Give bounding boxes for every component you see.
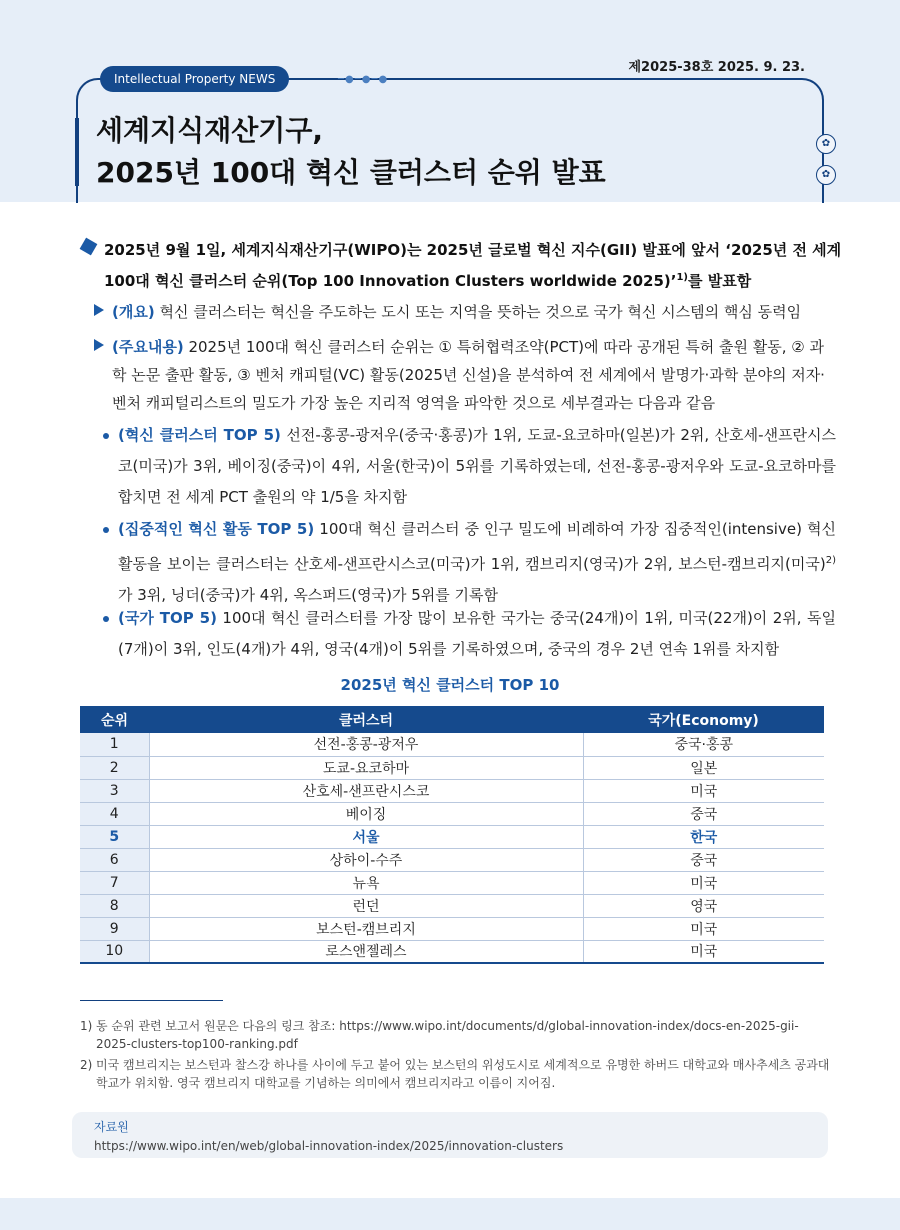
footnote-ref: 1) <box>676 272 688 283</box>
country-cell: 일본 <box>583 756 824 779</box>
country-cell: 중국 <box>583 802 824 825</box>
cluster-cell: 상하이-수주 <box>149 848 583 871</box>
triangle-bullet-icon <box>94 339 104 351</box>
rank-cell: 3 <box>80 779 149 802</box>
source-label: 자료원 <box>94 1120 129 1134</box>
bullet-top5-clusters <box>100 420 836 513</box>
triangle-bullet-icon <box>94 304 104 316</box>
table-row <box>80 733 824 756</box>
footnote-divider <box>80 1000 223 1001</box>
bullet-label: (집중적인 혁신 활동 TOP 5) <box>118 520 315 538</box>
rank-cell: 4 <box>80 802 149 825</box>
table-row <box>80 779 824 802</box>
footnote-number: 2) <box>80 1058 93 1072</box>
table-row <box>80 940 824 963</box>
footnote-1 <box>80 1017 830 1053</box>
cluster-cell: 뉴욕 <box>149 871 583 894</box>
newsletter-badge: Intellectual Property NEWS <box>100 66 289 92</box>
dot-bullet-icon <box>103 616 109 622</box>
decorative-dots: ─●─●─● <box>338 74 389 85</box>
rank-cell: 7 <box>80 871 149 894</box>
bullet-text: 가 3위, 닝더(중국)가 4위, 옥스퍼드(영국)가 5위를 기록함 <box>118 586 498 604</box>
column-header: 순위 <box>80 706 149 733</box>
title-line-1: 세계지식재산기구, <box>96 114 324 147</box>
decorative-ring-icon: ✿ <box>816 134 836 154</box>
table-row <box>80 917 824 940</box>
table-row <box>80 871 824 894</box>
overview-text: 혁신 클러스터는 혁신을 주도하는 도시 또는 지역을 뜻하는 것으로 국가 혁신 시스템의 핵심 동력임 <box>154 303 802 321</box>
bullet-label: (혁신 클러스터 TOP 5) <box>118 426 281 444</box>
bullet-text: 선전-홍콩-광저우(중국·홍콩)가 1위, 도쿄-요코하마(일본)가 2위, 산호세-샌프란시스코(미국)가 3위, 베이징(중국)이 4위, 서울(한국)이 5위를 기록하였는데, 선전-홍콩-광저우와 도쿄-요코하마를 합치면 전 세계 PCT 출원의 약 1/5을 차지함 <box>118 426 837 506</box>
table-row <box>80 756 824 779</box>
bullet-text: 100대 혁신 클러스터 중 인구 밀도에 비례하여 가장 집중적인(intensive) 혁신 활동을 보이는 클러스터는 산호세-샌프란시스코(미국)가 1위, 캠브리지(영국)가 2위, 보스턴-캠브리지(미국) <box>118 520 836 573</box>
footnote-ref: 2) <box>825 555 836 566</box>
footnote-text: 미국 캠브리지는 보스턴과 찰스강 하나를 사이에 두고 붙어 있는 보스턴의 위성도시로 세계적으로 유명한 하버드 대학교와 매사추세츠 공과대학교가 위치함. 영국 캠브리지 대학교를 기념하는 의미에서 캠브리지라고 이름이 지어짐. <box>96 1058 830 1090</box>
dot-bullet-icon <box>103 433 109 439</box>
cluster-cell: 베이징 <box>149 802 583 825</box>
footnote-number: 1) <box>80 1019 93 1033</box>
cluster-cell: 로스앤젤레스 <box>149 940 583 963</box>
lead-text: 2025년 9월 1일, 세계지식재산기구(WIPO)는 2025년 글로벌 혁신 지수(GII) 발표에 앞서 ‘2025년 전 세계 100대 혁신 클러스터 순위(Top 100 Innovation Clusters worldwide 2025)’ <box>104 241 842 290</box>
source-url[interactable]: https://www.wipo.int/en/web/global-innovation-index/2025/innovation-clusters <box>94 1139 564 1153</box>
footnote-text: 동 순위 관련 보고서 원문은 다음의 링크 참조: https://www.wipo.int/documents/d/global-innovation-index/docs-en-2025-gii-2025-clusters-top100-ranking.pdf <box>96 1019 799 1051</box>
table-row <box>80 802 824 825</box>
table-row <box>80 894 824 917</box>
rank-cell: 5 <box>80 825 149 848</box>
cluster-cell: 런던 <box>149 894 583 917</box>
main-content-text: 2025년 100대 혁신 클러스터 순위는 ① 특허협력조약(PCT)에 따라 공개된 특허 출원 활동, ② 과학 논문 출판 활동, ③ 벤처 캐피털(VC) 활동(2025년 신설)을 분석하여 전 세계에서 발명가·과학 분야의 저자·벤처 캐피털리스트의 밀도가 가장 높은 지리적 영역을 파악한 것으로 세부결과는 다음과 같음 <box>112 338 825 412</box>
cluster-cell: 선전-홍콩-광저우 <box>149 733 583 756</box>
country-cell: 중국 <box>583 848 824 871</box>
column-header: 클러스터 <box>149 706 583 733</box>
source-box <box>72 1112 828 1158</box>
issue-number: 제2025-38호 2025. 9. 23. <box>628 60 805 75</box>
cluster-cell: 보스턴-캠브리지 <box>149 917 583 940</box>
country-cell: 중국·홍콩 <box>583 733 824 756</box>
bullet-country-top5 <box>100 603 836 665</box>
lead-tail: 를 발표함 <box>688 272 752 290</box>
rank-cell: 8 <box>80 894 149 917</box>
table-row-highlighted <box>80 825 824 848</box>
footnote-2 <box>80 1056 830 1092</box>
country-cell: 한국 <box>583 825 824 848</box>
table-row <box>80 848 824 871</box>
footer-background <box>0 1198 900 1230</box>
overview-label: (개요) <box>112 303 155 321</box>
country-cell: 미국 <box>583 940 824 963</box>
cluster-cell: 산호세-샌프란시스코 <box>149 779 583 802</box>
bullet-text: 100대 혁신 클러스터를 가장 많이 보유한 국가는 중국(24개)이 1위, 미국(22개)이 2위, 독일(7개)이 3위, 인도(4개)가 4위, 영국(4개)이 5위를 기록하였으며, 중국의 경우 2년 연속 1위를 차지함 <box>118 609 836 658</box>
main-content-label: (주요내용) <box>112 338 184 356</box>
cube-bullet-icon <box>80 238 98 256</box>
rank-cell: 9 <box>80 917 149 940</box>
cluster-cell: 서울 <box>149 825 583 848</box>
cluster-cell: 도쿄-요코하마 <box>149 756 583 779</box>
overview-item <box>94 298 834 326</box>
bullet-label: (국가 TOP 5) <box>118 609 217 627</box>
dot-bullet-icon <box>103 527 109 533</box>
decorative-ring-icon: ✿ <box>816 165 836 185</box>
country-cell: 미국 <box>583 917 824 940</box>
page-title <box>96 110 606 194</box>
bullet-intensive-top5 <box>100 514 836 611</box>
main-content-item <box>94 333 834 417</box>
table-title: 2025년 혁신 클러스터 TOP 10 <box>340 676 560 694</box>
lead-paragraph <box>82 237 842 295</box>
country-cell: 영국 <box>583 894 824 917</box>
title-line-2: 2025년 100대 혁신 클러스터 순위 발표 <box>96 156 606 189</box>
clusters-table <box>80 706 824 964</box>
column-header: 국가(Economy) <box>583 706 824 733</box>
rank-cell: 10 <box>80 940 149 963</box>
title-accent-bar <box>75 118 79 186</box>
rank-cell: 6 <box>80 848 149 871</box>
table-header-row <box>80 706 824 733</box>
country-cell: 미국 <box>583 779 824 802</box>
country-cell: 미국 <box>583 871 824 894</box>
rank-cell: 1 <box>80 733 149 756</box>
rank-cell: 2 <box>80 756 149 779</box>
